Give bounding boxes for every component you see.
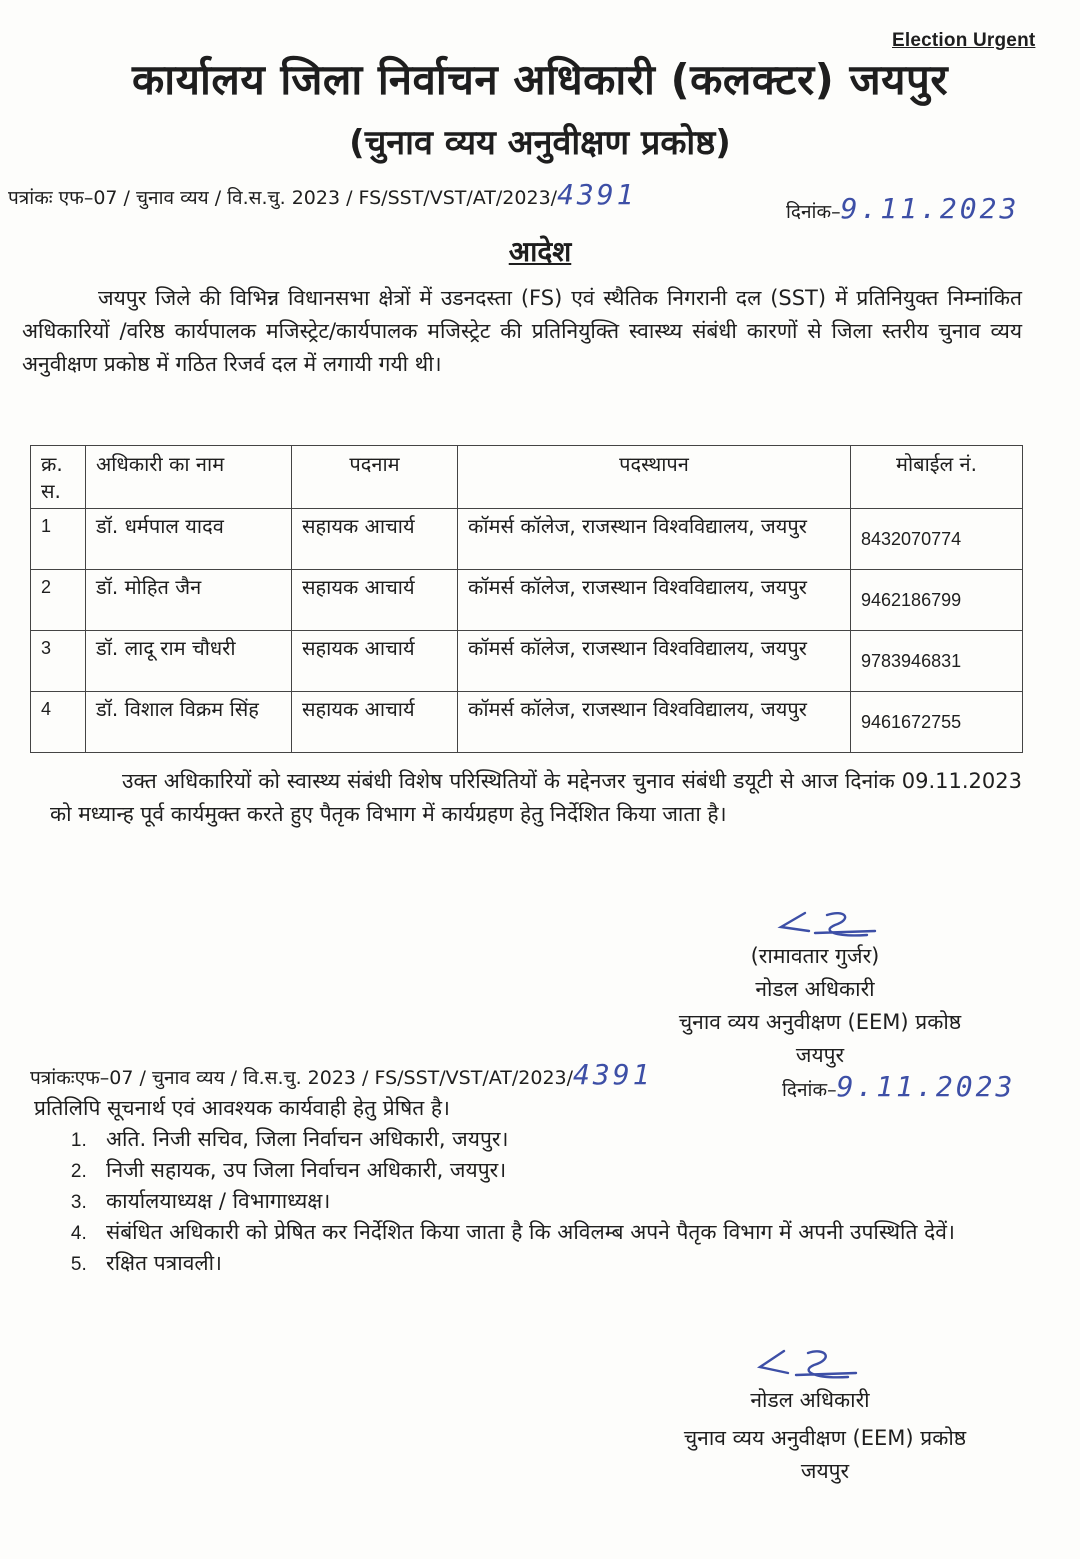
office-title: कार्यालय जिला निर्वाचन अधिकारी (कलक्टर) जयपुर [131,55,949,104]
signatory-cell-1 [640,1006,1000,1072]
header-name: अधिकारी का नाम [86,446,292,509]
signatory-block-2 [690,1384,930,1417]
cell-posting: कॉमर्स कॉलेज, राजस्थान विश्वविद्यालय, जयपुर [458,631,851,692]
table-row [31,692,1023,753]
copy-reference-number-handwritten: 4391 [573,1058,653,1091]
signature-1 [775,905,885,945]
copy-reference-line [30,1058,652,1091]
list-item: 3. कार्यालयाध्यक्ष / विभागाध्यक्ष। [92,1186,1032,1217]
signature-scribble-icon [752,1345,862,1387]
cell-serial: 3 [31,631,86,692]
copy-date-handwritten: 9.11.2023 [836,1070,1016,1103]
cell-posting: कॉमर्स कॉलेज, राजस्थान विश्वविद्यालय, जयपुर [458,570,851,631]
signatory-designation: नोडल अधिकारी [750,1388,870,1412]
header-posting: पदस्थापन [458,446,851,509]
copy-date-label: दिनांक– [782,1079,837,1101]
date-handwritten: 9.11.2023 [840,192,1020,225]
copies-list [62,1124,1032,1279]
cell-designation: सहायक आचार्य [292,692,458,753]
intro-paragraph: जयपुर जिले की विभिन्न विधानसभा क्षेत्रों में उडनदस्ता (FS) एवं स्थैतिक निगरानी दल (SST) में प्रतिनियुक्त निम्नांकित अधिकारियों /वरिष्ठ कार्यपालक मजिस्ट्रेट/कार्यपालक मजिस्ट्रेट की प्रतिनियुक्ति स्वास्थ्य संबंधी कारणों से जिला स्तरीय चुनाव व्यय अनुवीक्षण प्रकोष्ठ में गठित रिजर्व दल में लगायी गयी थी। [22,286,1022,376]
list-item: 5. रक्षित पत्रावली। [92,1248,1032,1279]
officers-table [30,445,1023,753]
table-header-row [31,446,1023,509]
date-label: दिनांक– [786,201,841,223]
reference-number-text: पत्रांकः एफ–07 / चुनाव व्यय / वि.स.चु. 2023 / FS/SST/VST/AT/2023/ [8,187,558,209]
cell-name: डॉ. धर्मपाल यादव [86,509,292,570]
signature-scribble-icon [775,905,885,945]
signatory-cell-2 [640,1422,1010,1488]
cell-posting: कॉमर्स कॉलेज, राजस्थान विश्वविद्यालय, जयपुर [458,509,851,570]
signatory-city: जयपुर [795,1043,845,1067]
table-row [31,509,1023,570]
reference-date [786,192,1019,225]
table-row [31,570,1023,631]
signatory-cell: चुनाव व्यय अनुवीक्षण (EEM) प्रकोष्ठ [683,1426,967,1450]
cell-name: डॉ. लादू राम चौधरी [86,631,292,692]
reference-number-handwritten: 4391 [557,178,637,211]
cell-mobile: 9461672755 [851,692,1023,753]
header-mobile: मोबाईल नं. [851,446,1023,509]
cell-serial: 1 [31,509,86,570]
election-urgent-label: Election Urgent [892,30,1036,51]
signatory-name: (रामावतार गुर्जर) [750,944,880,968]
cell-designation: सहायक आचार्य [292,509,458,570]
signatory-city: जयपुर [800,1459,850,1483]
signatory-designation: नोडल अधिकारी [755,977,875,1001]
list-item: 2. निजी सहायक, उप जिला निर्वाचन अधिकारी, जयपुर। [92,1155,1032,1186]
copy-reference-date [782,1070,1015,1103]
cell-serial: 2 [31,570,86,631]
cell-mobile: 9783946831 [851,631,1023,692]
cell-subtitle: (चुनाव व्यय अनुवीक्षण प्रकोष्ठ) [349,123,731,163]
copies-intro: प्रतिलिपि सूचनार्थ एवं आवश्यक कार्यवाही हेतु प्रेषित है। [34,1096,451,1120]
list-item: 4. संबंधित अधिकारी को प्रेषित कर निर्देशित किया जाता है कि अविलम्ब अपने पैतृक विभाग में अपनी उपस्थिति देवें। [92,1217,1032,1248]
table-row [31,631,1023,692]
cell-designation: सहायक आचार्य [292,631,458,692]
closing-paragraph: उक्त अधिकारियों को स्वास्थ्य संबंधी विशेष परिस्थितियों के मद्देनजर चुनाव संबंधी डयूटी से आज दिनांक 09.11.2023 को मध्यान्ह पूर्व कार्यमुक्त करते हुए पैतृक विभाग में कार्यग्रहण हेतु निर्देशित किया जाता है। [50,769,1022,826]
cell-posting: कॉमर्स कॉलेज, राजस्थान विश्वविद्यालय, जयपुर [458,692,851,753]
cell-mobile: 9462186799 [851,570,1023,631]
cell-name: डॉ. विशाल विक्रम सिंह [86,692,292,753]
copy-reference-number-text: पत्रांकःएफ–07 / चुनाव व्यय / वि.स.चु. 2023 / FS/SST/VST/AT/2023/ [30,1067,574,1089]
signature-2 [752,1345,862,1387]
reference-line [8,178,637,211]
cell-designation: सहायक आचार्य [292,570,458,631]
cell-name: डॉ. मोहित जैन [86,570,292,631]
cell-mobile: 8432070774 [851,509,1023,570]
cell-serial: 4 [31,692,86,753]
order-heading: आदेश [508,235,572,268]
signatory-cell: चुनाव व्यय अनुवीक्षण (EEM) प्रकोष्ठ [678,1010,962,1034]
header-serial: क्र. स. [31,446,86,509]
header-designation: पदनाम [292,446,458,509]
signatory-block-1 [690,940,940,1006]
list-item: 1. अति. निजी सचिव, जिला निर्वाचन अधिकारी, जयपुर। [92,1124,1032,1155]
